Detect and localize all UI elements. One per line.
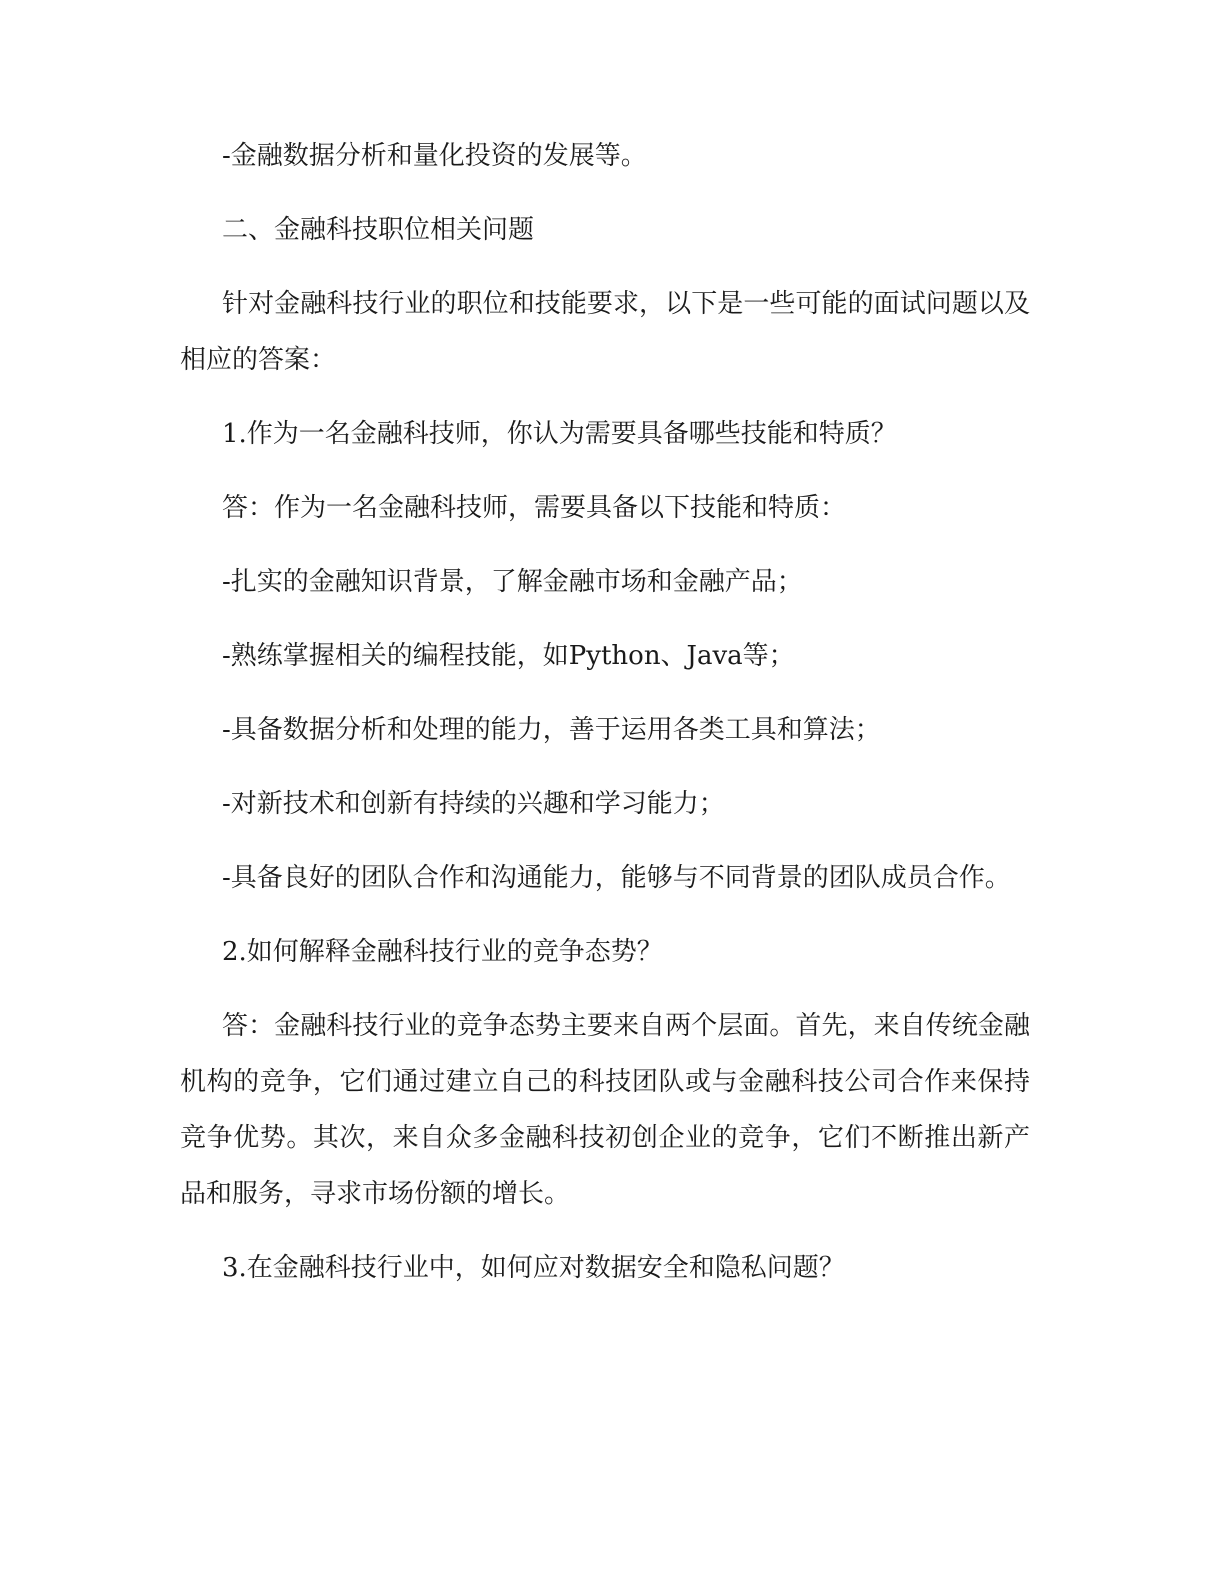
answer-2: 答：金融科技行业的竞争态势主要来自两个层面。首先，来自传统金融机构的竞争，它们通过建立自己的科技团队或与金融科技公司合作来保持竞争优势。其次，来自众多金融科技初创企业的竞争，它们不断推出新产品和服务，寻求市场份额的增长。	[180, 1011, 1030, 1209]
list-item-quant-investment: -金融数据分析和量化投资的发展等。	[222, 141, 647, 171]
answer-1-item-finance-knowledge: -扎实的金融知识背景，了解金融市场和金融产品；	[222, 567, 803, 597]
answer-1-item-learning: -对新技术和创新有持续的兴趣和学习能力；	[222, 789, 725, 819]
question-2: 2.如何解释金融科技行业的竞争态势？	[222, 937, 663, 967]
answer-1-item-programming: -熟练掌握相关的编程技能，如Python、Java等；	[222, 641, 795, 671]
answer-1-item-teamwork: -具备良好的团队合作和沟通能力，能够与不同背景的团队成员合作。	[222, 863, 1011, 893]
answer-1-item-data-analysis: -具备数据分析和处理的能力，善于运用各类工具和算法；	[222, 715, 881, 745]
document-body	[180, 128, 1030, 1314]
section-heading: 二、金融科技职位相关问题	[222, 215, 535, 245]
question-1: 1.作为一名金融科技师，你认为需要具备哪些技能和特质？	[222, 419, 897, 449]
question-3: 3.在金融科技行业中，如何应对数据安全和隐私问题？	[222, 1253, 845, 1283]
intro-paragraph: 针对金融科技行业的职位和技能要求，以下是一些可能的面试问题以及相应的答案：	[180, 289, 1030, 375]
answer-1-intro: 答：作为一名金融科技师，需要具备以下技能和特质：	[222, 493, 847, 523]
